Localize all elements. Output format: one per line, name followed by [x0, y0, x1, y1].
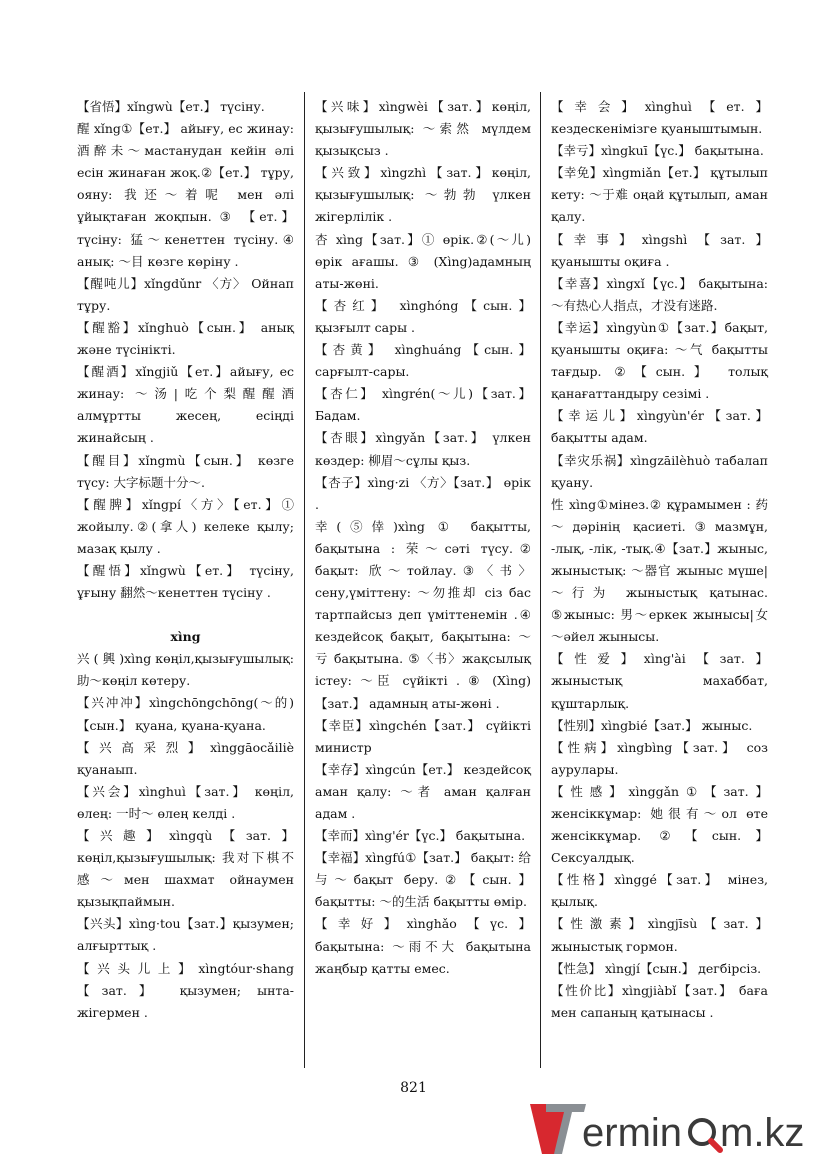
- dictionary-entry: 【幸臣】xìngchén【зат.】 сүйікті министр: [315, 717, 531, 755]
- dictionary-entry: 【性爱】xìng'ài【зат.】 жыныстық махаббат, құштарлық.: [551, 651, 768, 711]
- logo-text: m.kz: [720, 1111, 805, 1155]
- dictionary-entry: 【醒目】xǐngmù【сын.】 көзге түсу: 大字标题十分～.: [77, 452, 294, 490]
- dictionary-entry: 【性急】 xìngjí【сын.】 дегбірсіз.: [551, 960, 762, 976]
- dictionary-entry: 【兴头儿上】xìngtóur·shang 【зат.】 қызумен; ынта-жігермен .: [77, 960, 294, 1020]
- dictionary-entry: 【醒吨儿】xǐngdǔnr 〈方〉 Ойнап тұру.: [77, 275, 294, 313]
- column-3: [551, 96, 768, 1024]
- dictionary-entry: 幸(⑤倖)xìng ① бақытты, бақытына : 荣～сәті түсу.② бақыт: 欣～тойлау.③〈书〉сену,үміттену: ～勿推却 сіз бас тартпайсыз деп үміттенемін .④ кездейсоқ бақыт, бақытына: ～亏 бақытына. ⑤〈书〉жақсылық істеу: ～臣 сүйікті . ⑧ (Xìng)【зат.】 адамның аты-жөні .: [315, 518, 531, 711]
- dictionary-entry: 【兴致】xìngzhì【зат.】көңіл, қызығушылық: ～勃勃 үлкен жігерлілік .: [315, 165, 531, 225]
- dictionary-entry: 【兴高采烈】xìnggāocǎiliè қуанаып.: [77, 739, 294, 777]
- dictionary-entry: 兴 ( 興 )xìng көңіл,қызығушылық: 助～көңіл көтеру.: [77, 651, 294, 689]
- dictionary-entry: 【幸事】xìngshì【зат.】 қуанышты оқиға .: [551, 231, 768, 269]
- dictionary-entry: 【杏黄】 xìnghuáng【сын.】 сарғылт-сары.: [315, 342, 531, 380]
- dictionary-entry: 【幸好】xìnghǎo【үс.】 бақытына: ～雨不大 бақытына жаңбыр қатты емес.: [315, 916, 531, 976]
- column-2: [315, 96, 531, 980]
- column-divider: [540, 92, 541, 1068]
- logo-t-mark: [530, 1104, 586, 1154]
- dictionary-entry: 【兴冲冲】xìngchōngchōng(～的)【сын.】 қуана, қуана-қуана.: [77, 695, 294, 733]
- dictionary-entry: 【杏红】 xìnghóng【сын.】 қызғылт сары .: [315, 297, 531, 335]
- dictionary-entry: 性 xìng①мінез.② құрамымен : 药～дәрінің қасиеті.③мазмұн, -лық, -лік, -тық.④【зат.】жыныс, жыныстық: ～器官 жыныс мүше|～行为 жыныстық қатынас. ⑤жыныс: 男～еркек жынысы|女～әйел жынысы.: [551, 496, 768, 645]
- dictionary-entry: 【省悟】xǐngwù【ет.】 түсіну.: [77, 99, 265, 114]
- dictionary-entry: 【醒酒】xǐngjiǔ【ет.】айығу, ес жинау: ～汤|吃个梨醒醒酒 алмұртты жесең, есіңді жинайсың .: [77, 364, 294, 446]
- dictionary-entry: 【幸运】xìngyùn①【зат.】бақыт, қуанышты оқиға: ～气 бақытты тағдыр. ②【сын.】 толық қанағаттандыру сезімі .: [551, 319, 768, 402]
- dictionary-entry: 醒 xǐng①【ет.】 айығу, ес жинау: 酒醉未～мастанудан кейін әлі есін жинаған жоқ.②【ет.】 тұру, ояну: 我还～着呢 мен әлі ұйықтаған жоқпын. ③ 【ет.】 түсіну: 猛～кенеттен түсіну.④ анық: ～目 көзге көріну .: [77, 121, 294, 269]
- dictionary-entry: 杏 xìng【зат.】① өрік.②(～儿) өрік ағашы. ③ (Xìng)адамның аты-жөні.: [315, 231, 531, 291]
- dictionary-entry: 【杏眼】xìngyǎn【зат.】 үлкен көздер: 柳眉～сұлы қыз.: [315, 430, 531, 468]
- column-divider: [304, 92, 305, 1068]
- dictionary-entry: 【性激素】xìngjīsù【зат.】 жыныстық гормон.: [551, 916, 768, 954]
- dictionary-entry: 【幸免】xìngmiǎn【ет.】 құтылып кету: ～于难 оңай құтылып, аман қалу.: [551, 165, 768, 225]
- logo-text: ermin: [582, 1111, 683, 1155]
- dictionary-entry: 【幸会】xìnghuì【ет.】 кездескенімізге қуаныштымын.: [551, 99, 768, 137]
- dictionary-entry: 【醒脾】xǐngpí〈方〉【ет.】① жойылу.②(拿人) келеке қылу; мазақ қылу .: [77, 496, 294, 556]
- column-1: [77, 96, 294, 1024]
- dictionary-entry: 【幸灾乐祸】xìngzāilèhuò табалап қуану.: [551, 452, 768, 490]
- dictionary-entry: 【幸运儿】xìngyùn'ér【зат.】 бақытты адам.: [551, 408, 768, 446]
- section-heading: xìng: [170, 629, 201, 645]
- dictionary-entry: 【性感】xìnggǎn①【зат.】 женсіккұмар: 她很有～ол өте женсіккұмар. ②【сын.】 Сексуалдық.: [551, 783, 768, 866]
- dictionary-entry: 【幸存】xìngcún【ет.】 кездейсоқ аман қалу: ～者 аман қалған адам .: [315, 761, 531, 821]
- dictionary-entry: 【幸亏】xìngkuī【үс.】 бақытына.: [551, 143, 764, 159]
- dictionary-entry: 【兴味】xìngwèi【зат.】көңіл, қызығушылық: ～索然 мүлдем қызықсыз .: [315, 99, 531, 159]
- page-number: 821: [400, 1080, 427, 1096]
- dictionary-entry: 【性病】xìngbìng【зат.】 соз аурулары.: [551, 739, 768, 777]
- dictionary-entry: 【性价比】xìngjiàbǐ【зат.】 баға мен сапаның қатынасы .: [551, 982, 768, 1020]
- logo-search-icon: [690, 1120, 720, 1150]
- dictionary-entry: 【幸而】xìng'ér【үс.】 бақытына.: [315, 828, 526, 844]
- dictionary-entry: 【兴会】xìnghuì【зат.】 көңіл, өлең: 一时～ өлең келді .: [77, 783, 294, 821]
- dictionary-entry: 【兴趣】xìngqù【зат.】 көңіл,қызығушылық: 我对下棋不感～мен шахмат ойнаумен қызықпаймын.: [77, 828, 294, 910]
- dictionary-entry: 【幸福】xìngfú①【зат.】 бақыт: 给与～бақыт беру.②【сын.】 бақытты: ～的生活 бақытты өмір.: [315, 850, 531, 910]
- dictionary-entry: 【醒悟】xǐngwù【ет.】 түсіну, ұғыну 翻然～кенеттен түсіну .: [77, 562, 294, 601]
- dictionary-entry: 【性格】xìnggé【зат.】 мінез, қылық.: [551, 872, 768, 910]
- dictionary-entry: 【性别】xìngbié【зат.】 жыныс.: [551, 717, 753, 733]
- dictionary-entry: 【兴头】xìng·tou【зат.】қызумен; алғырттық .: [77, 916, 294, 954]
- termincom-logo[interactable]: [528, 1098, 818, 1160]
- dictionary-entry: 【杏子】xìng·zi 〈方〉【зат.】 өрік .: [315, 474, 531, 512]
- dictionary-entry: 【醒豁】xǐnghuò【сын.】 анық және түсінікті.: [77, 319, 294, 358]
- dictionary-entry: 【杏仁】 xìngrén(～儿)【зат.】 Бадам.: [315, 386, 531, 424]
- dictionary-entry: 【幸喜】xìngxǐ【үс.】 бақытына: ～有热心人指点，才没有迷路.: [551, 275, 768, 313]
